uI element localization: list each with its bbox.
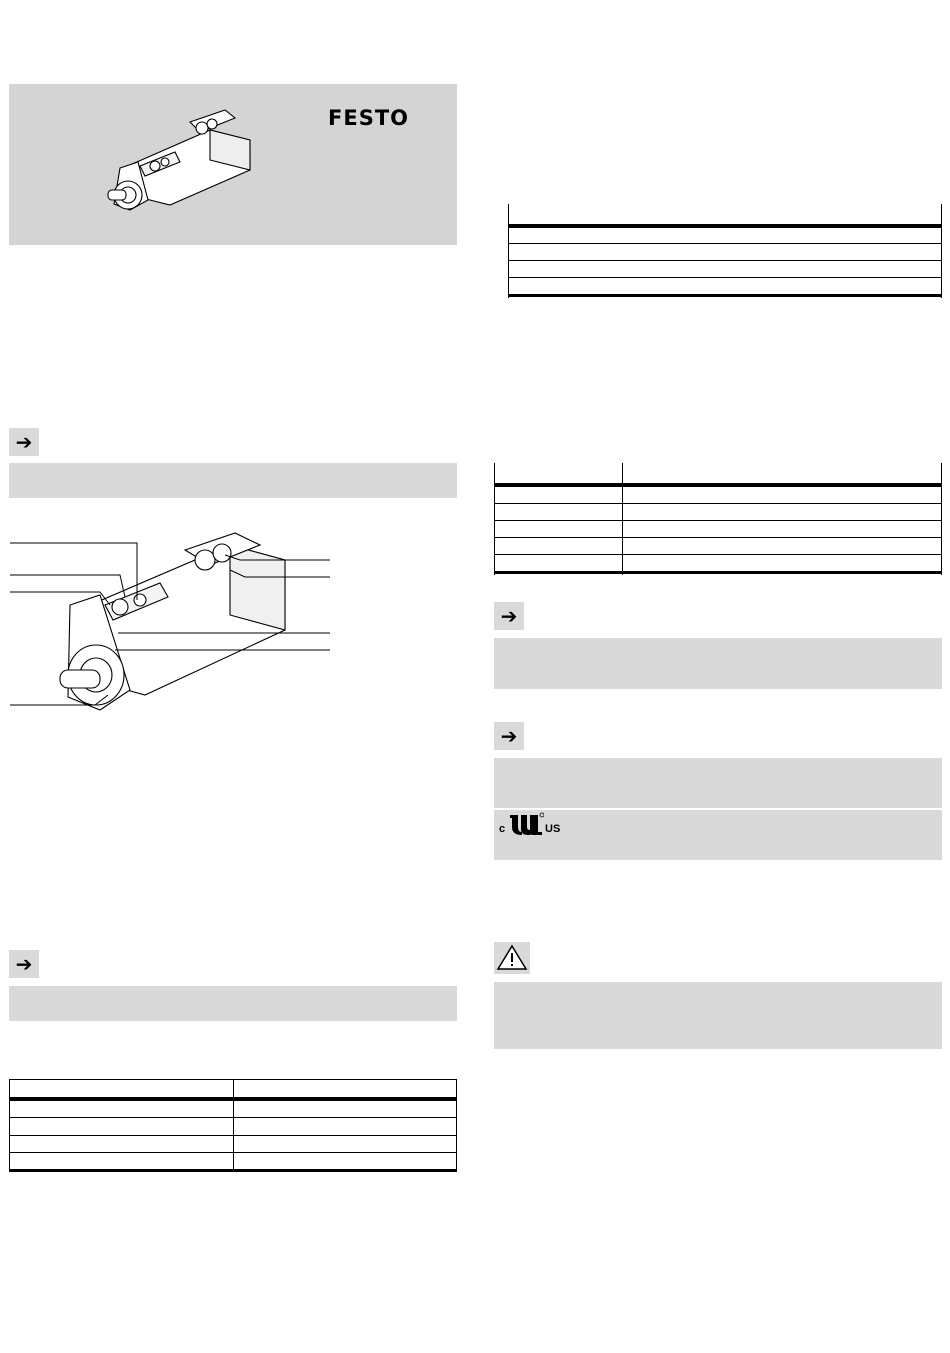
info-arrow-icon: ➔ bbox=[494, 602, 524, 630]
ul-logo-icon bbox=[508, 812, 544, 836]
info-arrow-icon: ➔ bbox=[9, 950, 39, 978]
table-row-rule bbox=[494, 520, 942, 521]
table-edge bbox=[9, 1079, 10, 1171]
info-arrow-icon: ➔ bbox=[9, 428, 39, 456]
table-header-rule bbox=[9, 1097, 457, 1101]
table-edge bbox=[941, 463, 942, 575]
table-row-rule bbox=[494, 554, 942, 555]
warning-note-panel bbox=[494, 982, 942, 1049]
table-edge bbox=[941, 204, 942, 298]
info-note-panel bbox=[9, 463, 457, 498]
table-header-rule bbox=[508, 224, 942, 228]
table-row-rule bbox=[9, 1152, 457, 1153]
cURus-mark bbox=[499, 812, 563, 840]
table-row-rule bbox=[508, 277, 942, 278]
table-bottom-rule bbox=[9, 1169, 457, 1172]
product-illustration-small bbox=[100, 100, 260, 225]
warning-triangle-icon bbox=[494, 942, 530, 974]
info-arrow-icon: ➔ bbox=[494, 722, 524, 750]
table-column-divider bbox=[622, 463, 623, 575]
table-row-rule bbox=[508, 243, 942, 244]
product-overview-drawing bbox=[0, 525, 340, 725]
table-bottom-rule bbox=[508, 294, 942, 297]
table-column-divider bbox=[233, 1079, 234, 1171]
cURus-suffix: US bbox=[545, 823, 561, 835]
table-edge bbox=[494, 463, 495, 575]
table-edge bbox=[456, 1079, 457, 1171]
brand-logo: FESTO bbox=[328, 106, 409, 130]
table-row-rule bbox=[494, 537, 942, 538]
table-edge bbox=[508, 204, 509, 298]
table-bottom-rule bbox=[494, 571, 942, 574]
table-row-rule bbox=[508, 260, 942, 261]
table-row-rule bbox=[9, 1117, 457, 1118]
table-row-rule bbox=[494, 503, 942, 504]
cURus-prefix: c bbox=[499, 823, 506, 835]
table-header-rule bbox=[494, 483, 942, 487]
info-note-panel bbox=[494, 638, 942, 689]
info-note-panel bbox=[494, 758, 942, 808]
table-row-rule bbox=[9, 1135, 457, 1136]
info-note-panel bbox=[9, 986, 457, 1021]
